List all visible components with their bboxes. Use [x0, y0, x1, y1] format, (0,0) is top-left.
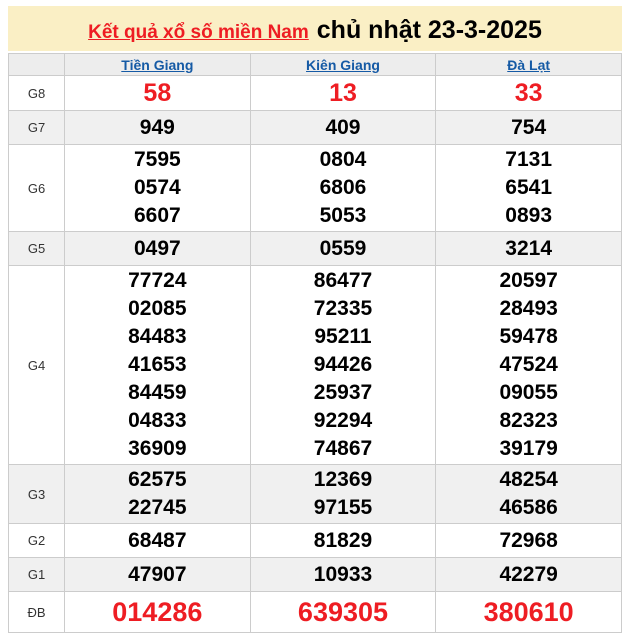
prize-number: 22745 [128, 496, 187, 519]
prize-number: 81829 [313, 529, 373, 552]
prize-row-g2 [9, 524, 622, 558]
prize-number: 014286 [112, 597, 203, 627]
prize-number: 10933 [313, 563, 373, 586]
prize-row-db [9, 592, 622, 633]
prize-label: G6 [9, 145, 65, 232]
prize-number: 6806 [319, 176, 367, 199]
prize-label: G4 [9, 266, 65, 465]
prize-label: G1 [9, 558, 65, 592]
prize-number: 84459 [128, 381, 187, 404]
province-header-tien-giang [65, 54, 251, 76]
prize-number: 20597 [499, 269, 558, 292]
prize-number: 639305 [297, 597, 389, 627]
prize-row-g7 [9, 111, 622, 145]
prize-values-tien-giang [65, 232, 251, 266]
prize-number: 41653 [128, 353, 187, 376]
prize-number: 92294 [313, 409, 373, 432]
province-header-da-lat [436, 54, 622, 76]
province-link-tien-giang[interactable]: Tiền Giang [121, 56, 194, 73]
prize-number: 97155 [313, 496, 373, 519]
prize-number: 46586 [499, 496, 558, 519]
prize-number: 6541 [505, 176, 553, 199]
prize-row-g4 [9, 266, 622, 465]
prize-values-da-lat [436, 76, 622, 111]
prize-number: 95211 [314, 325, 372, 348]
prize-values-da-lat [436, 465, 622, 524]
prize-label: G3 [9, 465, 65, 524]
prize-number: 0804 [319, 148, 367, 171]
prize-values-tien-giang [65, 266, 251, 465]
prize-values-da-lat [436, 145, 622, 232]
prize-values-kien-giang [250, 592, 436, 633]
prize-number: 62575 [128, 468, 187, 491]
prize-number: 6607 [133, 204, 181, 227]
prize-number: 04833 [128, 409, 187, 432]
prize-number: 0574 [133, 176, 181, 199]
prize-values-kien-giang [250, 465, 436, 524]
prize-number: 02085 [128, 297, 187, 320]
prize-number: 0497 [133, 237, 181, 260]
prize-values-tien-giang [65, 558, 251, 592]
prize-label: G5 [9, 232, 65, 266]
results-table [8, 53, 622, 633]
prize-row-g6 [9, 145, 622, 232]
prize-number: 94426 [313, 353, 373, 376]
prize-number: 86477 [313, 269, 373, 292]
prize-number: 72968 [499, 529, 558, 552]
prize-values-tien-giang [65, 524, 251, 558]
prize-number: 39179 [499, 437, 558, 460]
lottery-results-page [8, 6, 622, 633]
prize-number: 13 [329, 79, 357, 107]
province-header-kien-giang [250, 54, 436, 76]
prize-number: 47907 [128, 563, 187, 586]
province-link-da-lat[interactable]: Đà Lạt [507, 56, 551, 73]
prize-label: G8 [9, 76, 65, 111]
prize-number: 47524 [499, 353, 558, 376]
prize-label: G7 [9, 111, 65, 145]
prize-values-da-lat [436, 558, 622, 592]
prize-label: ĐB [9, 592, 65, 633]
prize-number: 72335 [313, 297, 373, 320]
prize-number: 0559 [319, 237, 367, 260]
prize-label: G2 [9, 524, 65, 558]
prize-number: 28493 [499, 297, 558, 320]
prize-values-kien-giang [250, 76, 436, 111]
prize-values-tien-giang [65, 76, 251, 111]
prize-row-g8 [9, 76, 622, 111]
prize-number: 48254 [499, 468, 558, 491]
prize-number: 68487 [128, 529, 187, 552]
prize-number: 754 [511, 116, 547, 139]
prize-number: 5053 [319, 204, 367, 227]
prize-values-kien-giang [250, 266, 436, 465]
prize-values-kien-giang [250, 558, 436, 592]
prize-number: 7595 [133, 148, 181, 171]
prize-values-da-lat [436, 592, 622, 633]
prize-values-tien-giang [65, 145, 251, 232]
prize-number: 59478 [499, 325, 558, 348]
prize-number: 77724 [128, 269, 187, 292]
prize-number: 36909 [128, 437, 187, 460]
prize-rows [9, 76, 622, 633]
prize-values-da-lat [436, 111, 622, 145]
prize-values-da-lat [436, 232, 622, 266]
province-link-kien-giang[interactable]: Kiên Giang [306, 56, 380, 73]
prize-number: 84483 [128, 325, 187, 348]
prize-values-tien-giang [65, 111, 251, 145]
prize-number: 42279 [499, 563, 558, 586]
prize-number: 82323 [499, 409, 558, 432]
prize-number: 12369 [313, 468, 373, 491]
prize-number: 25937 [313, 381, 373, 404]
prize-number: 74867 [313, 437, 373, 460]
prize-values-tien-giang [65, 592, 251, 633]
prize-row-g3 [9, 465, 622, 524]
prize-values-kien-giang [250, 111, 436, 145]
prize-number: 09055 [499, 381, 558, 404]
prize-values-kien-giang [250, 145, 436, 232]
prize-row-g1 [9, 558, 622, 592]
province-header-row [9, 54, 622, 76]
prize-label-column-header [9, 54, 65, 76]
title-bar [8, 6, 622, 51]
prize-values-kien-giang [250, 524, 436, 558]
prize-values-da-lat [436, 266, 622, 465]
draw-date: chủ nhật 23-3-2025 [316, 16, 542, 44]
prize-values-da-lat [436, 524, 622, 558]
prize-number: 33 [514, 79, 543, 107]
prize-values-kien-giang [250, 232, 436, 266]
prize-number: 0893 [505, 204, 553, 227]
prize-number: 380610 [483, 597, 574, 627]
prize-number: 7131 [505, 148, 553, 171]
region-title-link[interactable]: Kết quả xổ số miền Nam [88, 22, 309, 43]
prize-row-g5 [9, 232, 622, 266]
prize-number: 949 [139, 116, 175, 139]
prize-number: 58 [143, 79, 172, 107]
prize-values-tien-giang [65, 465, 251, 524]
prize-number: 409 [325, 116, 361, 139]
prize-number: 3214 [505, 237, 553, 260]
